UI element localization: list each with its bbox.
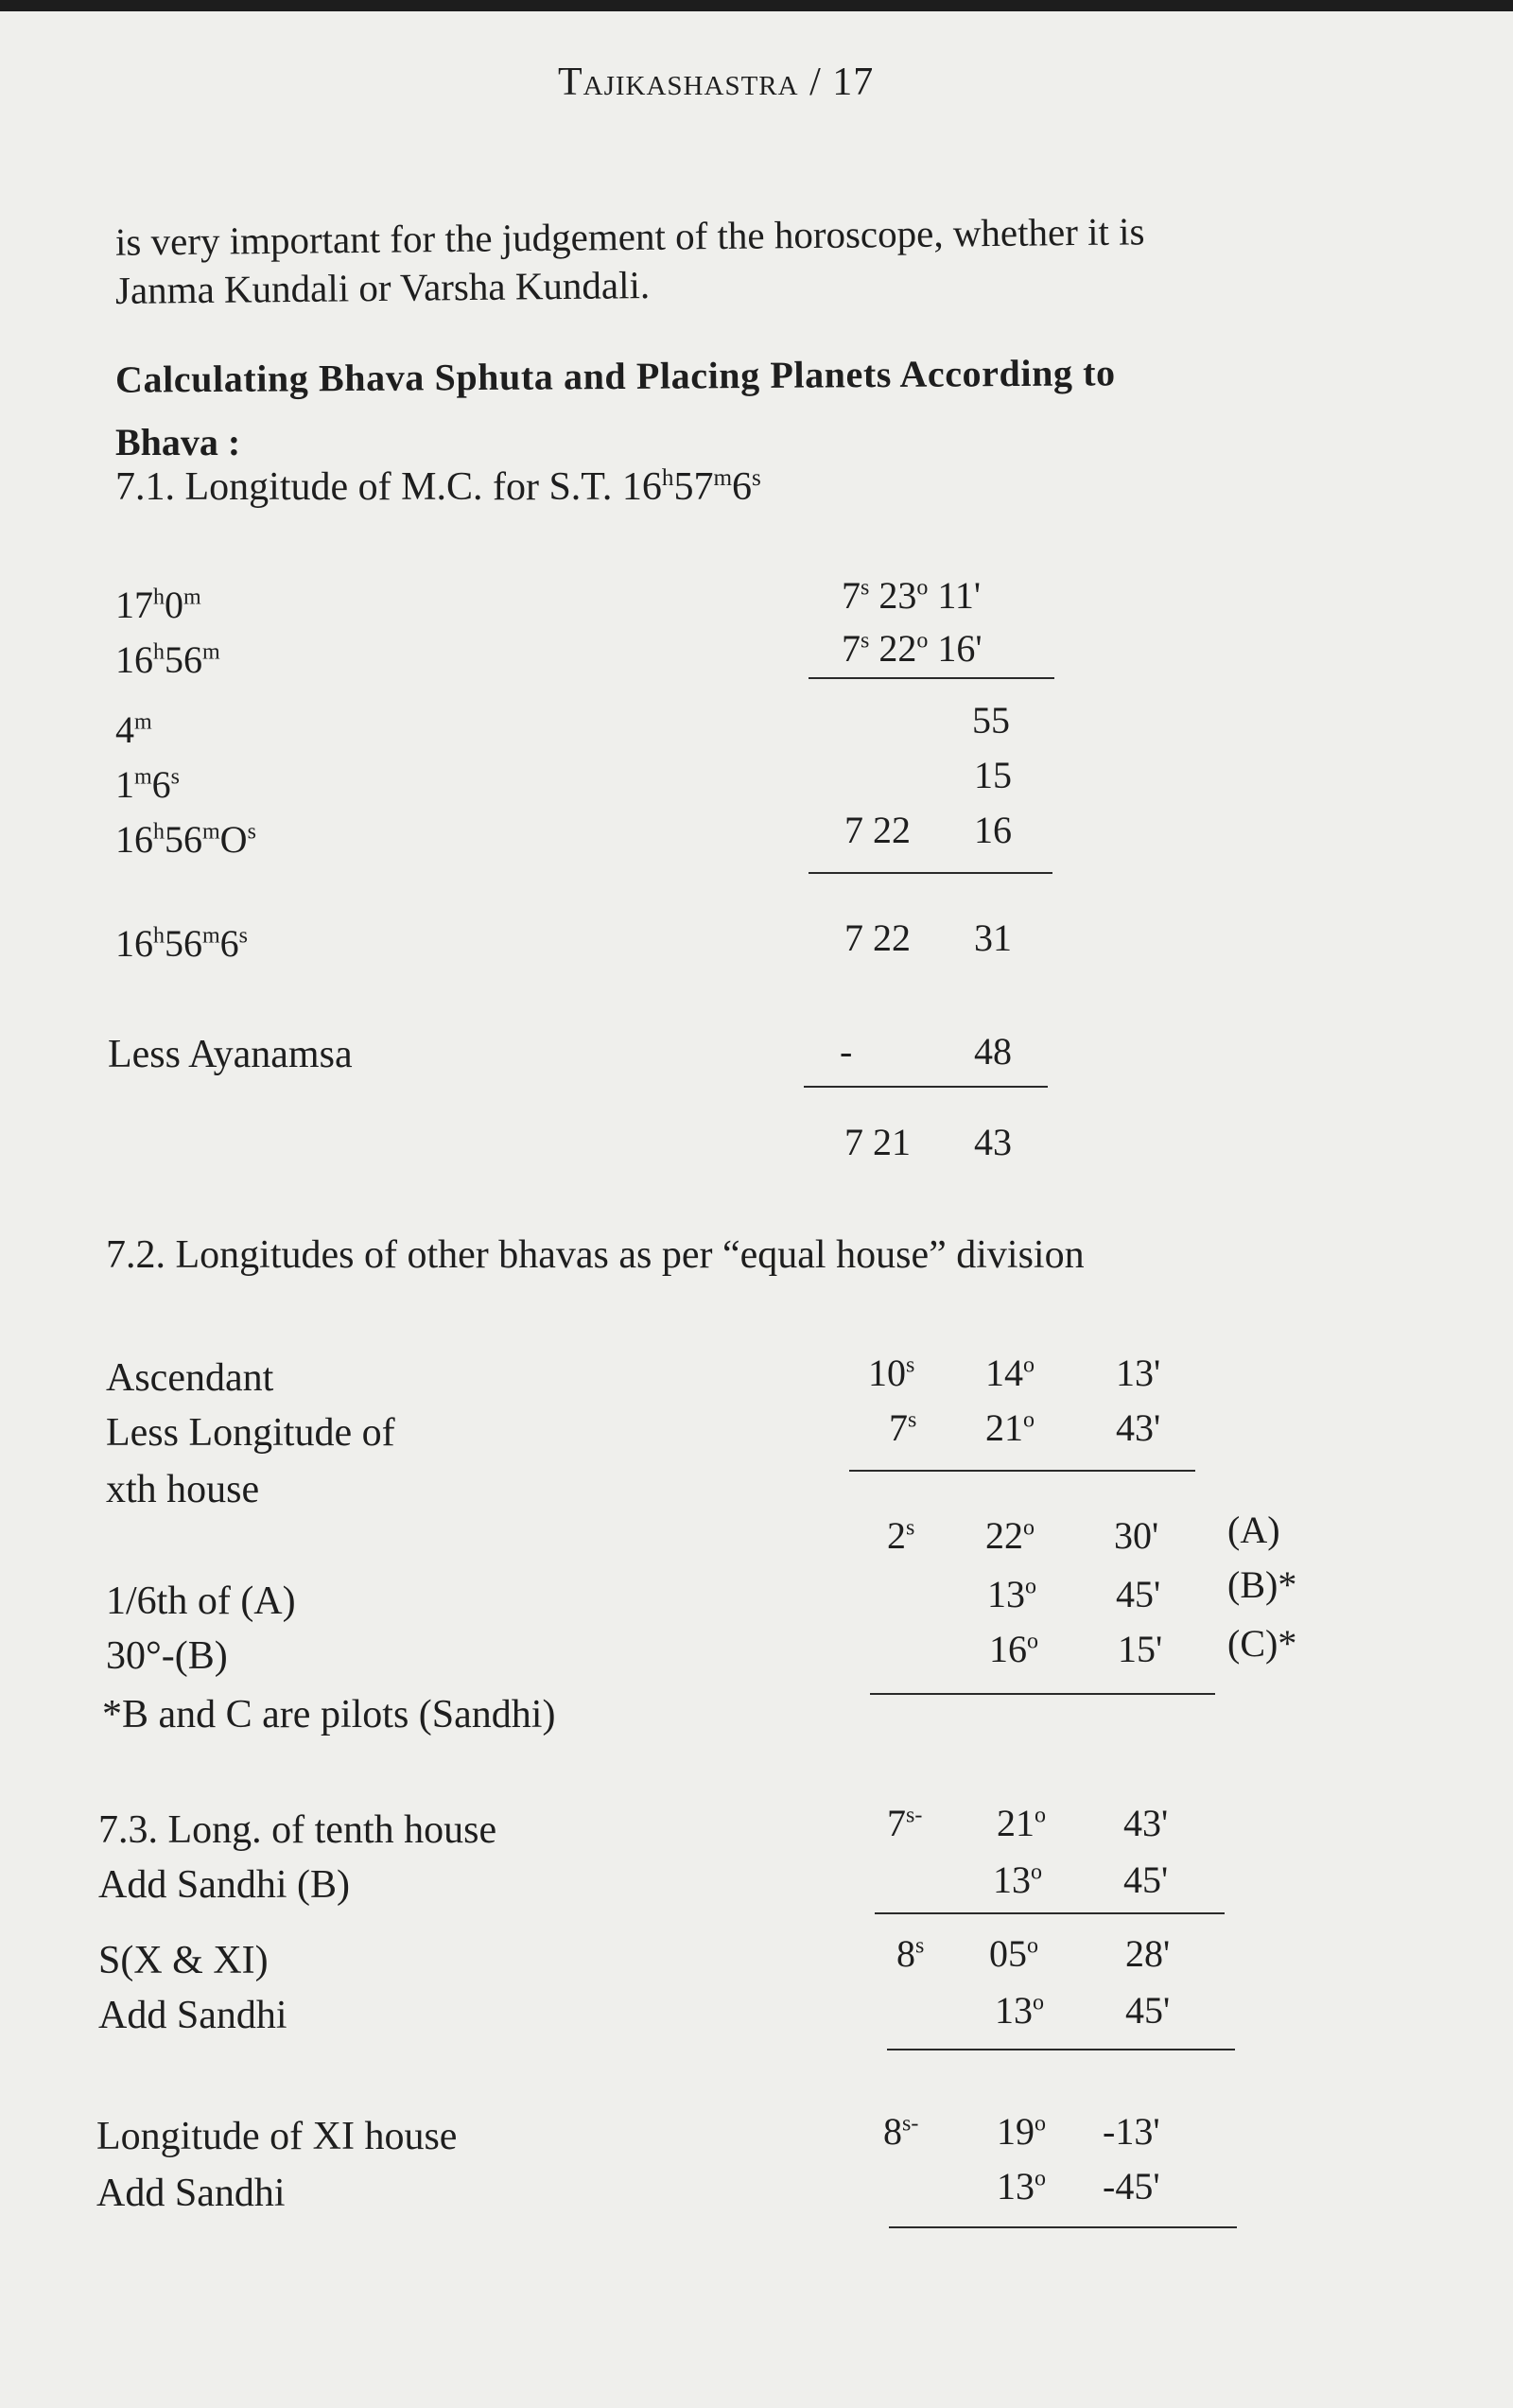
xi-house-label: Longitude of XI house (96, 2115, 458, 2158)
c-min: 15' (1118, 1628, 1163, 1670)
book-title: Tajikashastra (558, 61, 799, 104)
sxi-min: 28' (1125, 1932, 1171, 1975)
less-ayanamsa-label: Less Ayanamsa (108, 1033, 353, 1076)
diff-label-1: 4$^m$ (115, 708, 152, 751)
less-min: 43' (1116, 1406, 1161, 1449)
rule-6 (875, 1912, 1225, 1914)
total-value-right: 31 (974, 916, 1012, 959)
b-min: 45' (1116, 1573, 1161, 1615)
diff-label-2: 1$^m$6$^s$ (115, 763, 181, 806)
st-label-row-1: 17$^h$0$^m$ (115, 584, 201, 626)
s-x-xi-label: S(X & XI) (98, 1939, 269, 1982)
add-sandhi-label: Add Sandhi (98, 1994, 287, 2037)
rule-7 (887, 2049, 1235, 2050)
mc-value-row-1: 7$^s$ 23$^o$ 11' (842, 574, 982, 617)
add2-deg: 13$^o$ (995, 1989, 1044, 2032)
rule-8 (889, 2226, 1237, 2228)
sub-value-left: 7 22 (844, 809, 911, 851)
tenth-sign: $7^{s-}$ (887, 1802, 923, 1844)
running-header (558, 62, 874, 102)
less-deg: 21$^o$ (985, 1406, 1035, 1449)
ascendant-min: 13' (1116, 1352, 1161, 1394)
add-sandhi-b-label: Add Sandhi (B) (98, 1863, 350, 1907)
rule-5 (870, 1693, 1215, 1695)
total-value-left: 7 22 (844, 916, 911, 959)
less-sign: 7$^s$ (889, 1406, 917, 1449)
intro-line-2: Janma Kundali or Varsha Kundali. (114, 263, 651, 312)
tenth-deg: 21$^o$ (997, 1802, 1046, 1844)
sub-value-right: 16 (974, 809, 1012, 851)
xi-deg: 19$^o$ (997, 2110, 1046, 2153)
add1-min: 45' (1123, 1858, 1169, 1901)
xi-min: -13' (1103, 2110, 1160, 2153)
section-heading-line-2: Bhava : (115, 421, 241, 463)
st-label-row-2: 16$^h$56$^m$ (115, 638, 220, 681)
sxi-sign: 8$^s$ (896, 1932, 925, 1975)
add3-deg: 13$^o$ (997, 2165, 1046, 2207)
sxi-deg: 05$^o$ (989, 1932, 1038, 1975)
rule-3 (804, 1086, 1048, 1088)
a-deg: 22$^o$ (985, 1514, 1035, 1557)
sub-label: $16^h56^mO^s$ (115, 818, 256, 861)
result-value-left: 7 21 (844, 1121, 911, 1163)
ascendant-label: Ascendant (106, 1356, 274, 1400)
c-deg: 16$^o$ (989, 1628, 1038, 1670)
ascendant-value: 10$^s$ (868, 1352, 915, 1394)
c-tag: (C)* (1227, 1622, 1297, 1665)
b-tag: (B)* (1227, 1563, 1297, 1606)
a-min: 30' (1114, 1514, 1159, 1557)
a-sign: 2$^s$ (887, 1514, 915, 1557)
add-sandhi-label-2: Add Sandhi (96, 2172, 286, 2215)
total-label: 16$^h$56$^m$6$^s$ (115, 922, 249, 965)
diff-value-2: 15 (974, 754, 1012, 796)
a-tag: (A) (1227, 1509, 1280, 1551)
page-top-edge (0, 0, 1513, 11)
page-number: / 17 (809, 61, 875, 104)
ascendant-deg: 14$^o$ (985, 1352, 1035, 1394)
thirty-minus-b-label: 30°-(B) (106, 1634, 228, 1678)
equal-house-title: 7.2. Longitudes of other bhavas as per “equal house” division (106, 1233, 1085, 1277)
add3-min: -45' (1103, 2165, 1160, 2207)
add1-deg: 13$^o$ (993, 1858, 1042, 1901)
less-longitude-label-1: Less Longitude of (106, 1411, 395, 1455)
result-value-right: 43 (974, 1121, 1012, 1163)
add2-min: 45' (1125, 1989, 1171, 2032)
less-value: 48 (974, 1030, 1012, 1073)
rule-4 (849, 1470, 1195, 1472)
less-longitude-label-2: xth house (106, 1468, 260, 1511)
b-deg: 13$^o$ (987, 1573, 1036, 1615)
one-sixth-label: 1/6th of (A) (106, 1579, 296, 1623)
sandhi-note: *B and C are pilots (Sandhi) (102, 1693, 556, 1736)
less-dash: - (840, 1030, 853, 1073)
intro-line-1: is very important for the judgement of the horoscope, whether it is (114, 209, 1145, 264)
xi-sign: $8^{s-}$ (883, 2110, 919, 2153)
section-heading-line-1: Calculating Bhava Sphuta and Placing Planets According to (114, 351, 1116, 401)
diff-value-1: 55 (972, 699, 1010, 742)
tenth-house-label: 7.3. Long. of tenth house (98, 1808, 497, 1852)
mc-title: 7.1. Longitude of M.C. for S.T. 16$^h$57$^m$6$^s$ (115, 465, 761, 509)
rule-1 (809, 677, 1054, 679)
mc-value-row-2: 7$^s$ 22$^o$ 16' (842, 627, 983, 670)
rule-2 (809, 872, 1052, 874)
tenth-min: 43' (1123, 1802, 1169, 1844)
